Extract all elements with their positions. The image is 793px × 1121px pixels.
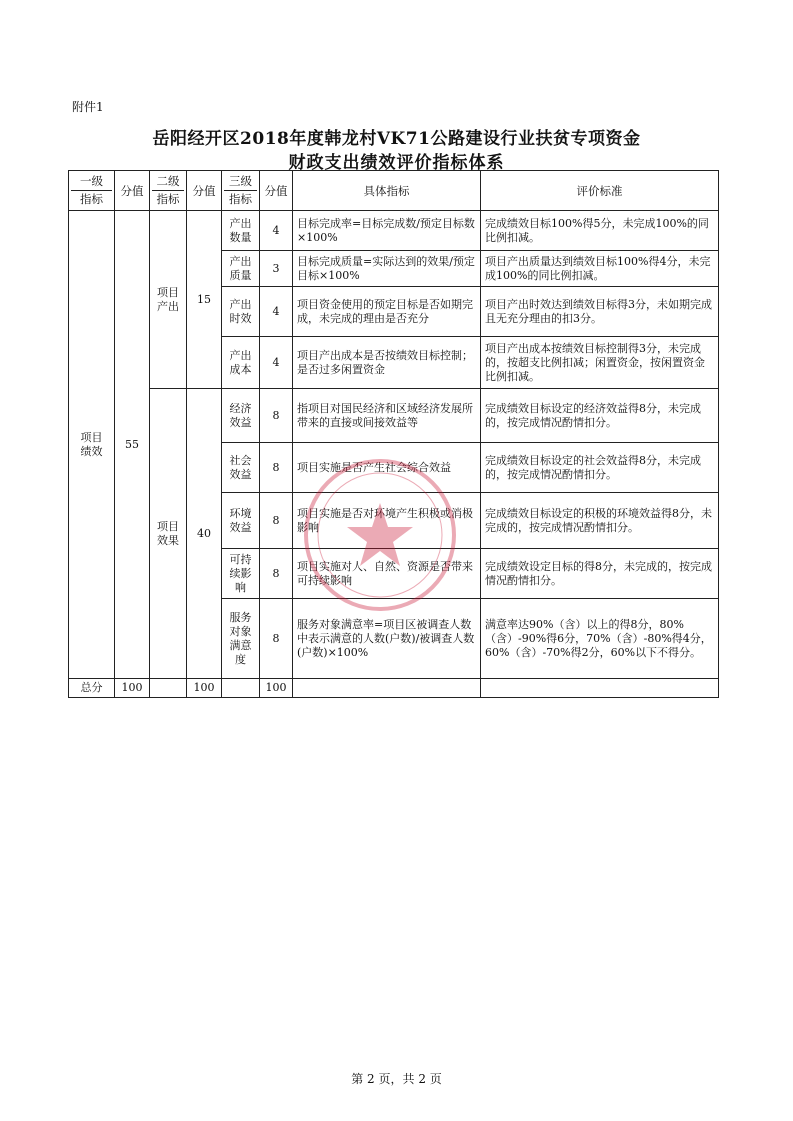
row-indicator: 项目资金使用的预定目标是否如期完成，未完成的理由是否充分: [293, 287, 481, 337]
row-name: 产出数量: [222, 211, 260, 251]
level1-score: 55: [115, 211, 150, 679]
group-score: 15: [187, 211, 222, 389]
title-line-1: 岳阳经开区2018年度韩龙村VK71公路建设行业扶贫专项资金: [152, 129, 641, 149]
row-indicator: 目标完成率=目标完成数/预定目标数×100%: [293, 211, 481, 251]
row-criteria: 满意率达90%（含）以上的得8分，80%（含）-90%得6分，70%（含）-80%得4分，60%（含）-70%得2分，60%以下不得分。: [481, 599, 719, 679]
header-score: 分值: [115, 171, 150, 211]
row-indicator: 项目实施对人、自然、资源是否带来可持续影响: [293, 549, 481, 599]
header-level1-top: 一级: [71, 173, 112, 191]
group-name: 项目效果: [150, 389, 187, 679]
total-empty: [481, 679, 719, 698]
header-criteria: 评价标准: [481, 171, 719, 211]
header-level2-bottom: 指标: [156, 192, 180, 206]
header-level1-bottom: 指标: [80, 192, 103, 206]
header-level3-bottom: 指标: [229, 192, 252, 206]
total-score-level1: 100: [115, 679, 150, 698]
header-specific: 具体指标: [293, 171, 481, 211]
row-name: 经济效益: [222, 389, 260, 443]
attachment-label: 附件1: [72, 100, 104, 114]
page-footer: 第 2 页，共 2 页: [351, 1072, 442, 1086]
row-indicator: 项目产出成本是否按绩效目标控制；是否过多闲置资金: [293, 337, 481, 389]
row-name: 服务对象满意度: [222, 599, 260, 679]
header-level2-top: 二级: [152, 173, 184, 191]
row-name: 产出时效: [222, 287, 260, 337]
header-score2: 分值: [187, 171, 222, 211]
row-criteria: 项目产出时效达到绩效目标得3分，未如期完成且无充分理由的扣3分。: [481, 287, 719, 337]
row-criteria: 完成绩效目标100%得5分，未完成100%的同比例扣减。: [481, 211, 719, 251]
total-empty: [222, 679, 260, 698]
row-name: 社会效益: [222, 443, 260, 493]
header-level3: [222, 171, 260, 211]
row-score: 4: [260, 337, 293, 389]
row-name: 产出质量: [222, 251, 260, 287]
total-label: 总分: [69, 679, 115, 698]
total-empty: [293, 679, 481, 698]
row-score: 8: [260, 493, 293, 549]
total-empty: [150, 679, 187, 698]
row-name: 环境效益: [222, 493, 260, 549]
row-criteria: 完成绩效目标设定的经济效益得8分，未完成的，按完成情况酌情扣分。: [481, 389, 719, 443]
indicator-table: [68, 170, 719, 698]
group-score: 40: [187, 389, 222, 679]
table-row: [69, 211, 719, 251]
row-indicator: 服务对象满意率=项目区被调查人数中表示满意的人数(户数)/被调查人数(户数)×100%: [293, 599, 481, 679]
row-score: 8: [260, 549, 293, 599]
header-score3: 分值: [260, 171, 293, 211]
row-indicator: 项目实施是否产生社会综合效益: [293, 443, 481, 493]
row-name: 可持续影响: [222, 549, 260, 599]
row-name: 产出成本: [222, 337, 260, 389]
row-criteria: 完成绩效目标设定的积极的环境效益得8分，未完成的，按完成情况酌情扣分。: [481, 493, 719, 549]
header-level3-top: 三级: [224, 173, 257, 191]
row-criteria: 项目产出质量达到绩效目标100%得4分，未完成100%的同比例扣减。: [481, 251, 719, 287]
header-level2: [150, 171, 187, 211]
level1-name: 项目绩效: [69, 211, 115, 679]
row-criteria: 项目产出成本按绩效目标控制得3分，未完成的，按超支比例扣减；闲置资金，按闲置资金比例扣减。: [481, 337, 719, 389]
row-indicator: 目标完成质量=实际达到的效果/预定目标×100%: [293, 251, 481, 287]
total-score-level2: 100: [187, 679, 222, 698]
row-score: 8: [260, 599, 293, 679]
row-score: 8: [260, 443, 293, 493]
row-indicator: 指项目对国民经济和区域经济发展所带来的直接或间接效益等: [293, 389, 481, 443]
total-score-level3: 100: [260, 679, 293, 698]
row-score: 4: [260, 287, 293, 337]
row-score: 3: [260, 251, 293, 287]
group-name: 项目产出: [150, 211, 187, 389]
total-row: [69, 679, 719, 698]
row-score: 8: [260, 389, 293, 443]
row-criteria: 完成绩效目标设定的社会效益得8分，未完成的，按完成情况酌情扣分。: [481, 443, 719, 493]
row-indicator: 项目实施是否对环境产生积极或消极影响: [293, 493, 481, 549]
table-row: [69, 389, 719, 443]
header-level1: [69, 171, 115, 211]
title-line-2: 财政支出绩效评价指标体系: [288, 153, 505, 173]
row-criteria: 完成绩效设定目标的得8分，未完成的，按完成情况酌情扣分。: [481, 549, 719, 599]
row-score: 4: [260, 211, 293, 251]
header-row: [69, 171, 719, 211]
